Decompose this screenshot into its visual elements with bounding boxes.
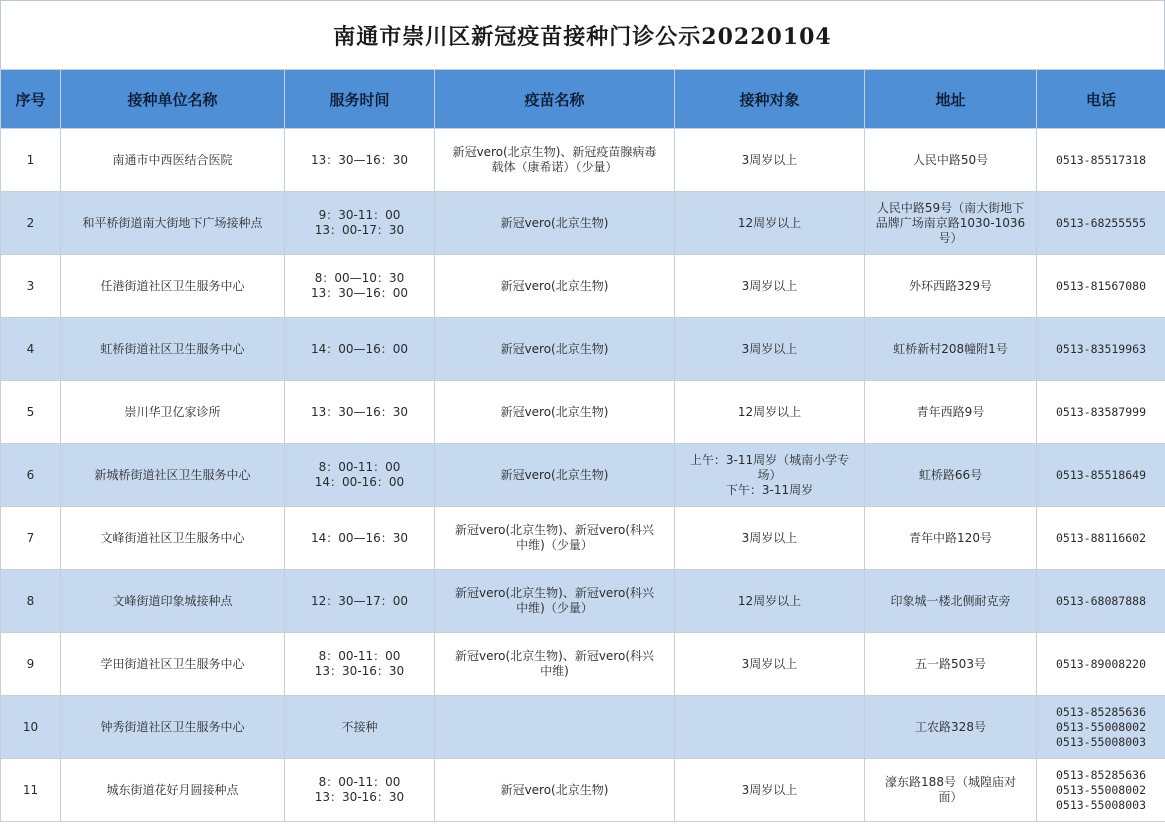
cell-phone: [1037, 129, 1165, 192]
table-row: [1, 507, 1165, 570]
cell-text: 13：30—16：30: [310, 404, 409, 419]
cell-text: 14：00—16：30: [310, 530, 409, 545]
cell-text: 人民中路59号（南大街地下 品牌广场南京路1030-1036 号）: [875, 200, 1026, 245]
table-row: [1, 633, 1165, 696]
cell-text: 9: [26, 656, 35, 671]
cell-text: 0513-83519963: [1055, 341, 1146, 356]
cell-text: 虹桥路66号: [918, 467, 983, 482]
cell-service-time: [285, 633, 435, 696]
cell-index: [1, 255, 61, 318]
cell-target-group: [675, 759, 865, 822]
cell-index: [1, 129, 61, 192]
cell-text: 14：00—16：00: [310, 341, 409, 356]
cell-text: 8：00-11：00 14：00-16：00: [314, 460, 405, 489]
cell-text: 0513-85517318: [1055, 152, 1146, 167]
cell-service-time: [285, 129, 435, 192]
cell-address: [865, 192, 1037, 255]
cell-text: 青年中路120号: [909, 530, 992, 545]
cell-text: 新冠vero(北京生物)、新冠vero(科兴 中维): [454, 649, 655, 678]
table-row: [1, 570, 1165, 633]
cell-text: 10: [22, 719, 39, 734]
cell-text: 外环西路329号: [909, 278, 992, 293]
cell-text: 0513-81567080: [1055, 278, 1146, 293]
cell-text: 虹桥新村208幢附1号: [893, 341, 1008, 356]
cell-vaccine-name: [435, 633, 675, 696]
table-row: [1, 255, 1165, 318]
cell-service-time: [285, 444, 435, 507]
cell-phone: [1037, 696, 1165, 759]
cell-text: 新冠vero(北京生物): [500, 278, 609, 293]
cell-text: 新冠vero(北京生物): [500, 341, 609, 356]
column-header-service-time: 服务时间: [285, 70, 435, 129]
cell-text: 文峰街道印象城接种点: [112, 593, 233, 608]
table-row: [1, 129, 1165, 192]
cell-index: [1, 633, 61, 696]
cell-vaccine-name: [435, 444, 675, 507]
cell-text: 新冠vero(北京生物): [500, 215, 609, 230]
cell-service-time: [285, 507, 435, 570]
cell-text: 12周岁以上: [737, 215, 802, 230]
cell-phone: [1037, 759, 1165, 822]
cell-target-group: [675, 192, 865, 255]
cell-text: 0513-85518649: [1055, 467, 1146, 482]
table-row: [1, 759, 1165, 822]
cell-phone: [1037, 318, 1165, 381]
cell-text: 崇川华卫亿家诊所: [124, 404, 221, 419]
cell-vaccine-name: [435, 696, 675, 759]
cell-text: 新冠vero(北京生物): [500, 467, 609, 482]
cell-target-group: [675, 318, 865, 381]
cell-phone: [1037, 507, 1165, 570]
cell-vaccine-name: [435, 570, 675, 633]
cell-unit-name: [61, 255, 285, 318]
cell-text: 12周岁以上: [737, 593, 802, 608]
cell-text: 上午：3-11周岁（城南小学专 场） 下午：3-11周岁: [689, 452, 850, 497]
table-row: [1, 192, 1165, 255]
cell-text: 8：00-11：00 13：30-16：30: [314, 649, 405, 678]
cell-phone: [1037, 633, 1165, 696]
cell-address: [865, 255, 1037, 318]
cell-text: 人民中路50号: [912, 152, 989, 167]
cell-text: 青年西路9号: [916, 404, 985, 419]
cell-service-time: [285, 570, 435, 633]
cell-target-group: [675, 381, 865, 444]
cell-text: 濠东路188号（城隍庙对 面）: [885, 775, 1016, 804]
cell-address: [865, 381, 1037, 444]
cell-index: [1, 192, 61, 255]
cell-text: 3: [26, 278, 35, 293]
cell-unit-name: [61, 444, 285, 507]
cell-vaccine-name: [435, 381, 675, 444]
column-header-phone: 电话: [1037, 70, 1165, 129]
title-bar: [0, 0, 1165, 69]
cell-target-group: [675, 696, 865, 759]
cell-address: [865, 318, 1037, 381]
cell-text: 1: [26, 152, 35, 167]
table-body: [1, 129, 1165, 822]
cell-text: 新冠vero(北京生物)、新冠vero(科兴 中维)（少量）: [454, 586, 655, 615]
cell-text: 城东街道花好月圆接种点: [106, 782, 239, 797]
cell-unit-name: [61, 759, 285, 822]
table-row: [1, 318, 1165, 381]
cell-vaccine-name: [435, 507, 675, 570]
cell-service-time: [285, 318, 435, 381]
cell-text: 新城桥街道社区卫生服务中心: [94, 467, 251, 482]
table-header-row: [1, 70, 1165, 129]
cell-index: [1, 381, 61, 444]
clinic-table: [0, 69, 1165, 822]
cell-text: 11: [22, 782, 39, 797]
cell-text: 2: [26, 215, 35, 230]
cell-text: 3周岁以上: [741, 656, 798, 671]
cell-text: 钟秀街道社区卫生服务中心: [100, 719, 245, 734]
cell-phone: [1037, 444, 1165, 507]
cell-index: [1, 318, 61, 381]
cell-unit-name: [61, 570, 285, 633]
cell-address: [865, 759, 1037, 822]
cell-text: 新冠vero(北京生物): [500, 782, 609, 797]
cell-phone: [1037, 381, 1165, 444]
cell-target-group: [675, 633, 865, 696]
cell-service-time: [285, 255, 435, 318]
cell-phone: [1037, 570, 1165, 633]
cell-text: 8: [26, 593, 35, 608]
cell-text: 文峰街道社区卫生服务中心: [100, 530, 245, 545]
cell-text: 和平桥街道南大街地下广场接种点: [82, 215, 263, 230]
cell-unit-name: [61, 381, 285, 444]
cell-service-time: [285, 381, 435, 444]
cell-service-time: [285, 192, 435, 255]
cell-text: 任港街道社区卫生服务中心: [100, 278, 245, 293]
cell-unit-name: [61, 318, 285, 381]
cell-text: 5: [26, 404, 35, 419]
cell-text: 6: [26, 467, 35, 482]
cell-index: [1, 444, 61, 507]
cell-text: 3周岁以上: [741, 341, 798, 356]
cell-target-group: [675, 507, 865, 570]
cell-phone: [1037, 192, 1165, 255]
cell-unit-name: [61, 192, 285, 255]
cell-text: 3周岁以上: [741, 278, 798, 293]
table-row: [1, 444, 1165, 507]
cell-text: 新冠vero(北京生物): [500, 404, 609, 419]
cell-text: 新冠vero(北京生物)、新冠疫苗腺病毒 载体（康希诺）（少量）: [452, 145, 657, 174]
cell-text: 3周岁以上: [741, 152, 798, 167]
column-header-unit-name: 接种单位名称: [61, 70, 285, 129]
cell-address: [865, 129, 1037, 192]
column-header-index: 序号: [1, 70, 61, 129]
cell-address: [865, 696, 1037, 759]
cell-text: 新冠vero(北京生物)、新冠vero(科兴 中维)（少量）: [454, 523, 655, 552]
cell-unit-name: [61, 696, 285, 759]
cell-vaccine-name: [435, 255, 675, 318]
cell-target-group: [675, 444, 865, 507]
cell-text: 不接种: [341, 719, 378, 734]
cell-target-group: [675, 570, 865, 633]
cell-target-group: [675, 129, 865, 192]
page-title: 南通市崇川区新冠疫苗接种门诊公示20220104: [333, 23, 832, 50]
table-row: [1, 381, 1165, 444]
column-header-vaccine-name: 疫苗名称: [435, 70, 675, 129]
table-row: [1, 696, 1165, 759]
cell-vaccine-name: [435, 318, 675, 381]
cell-vaccine-name: [435, 759, 675, 822]
cell-text: 12：30—17：00: [310, 593, 409, 608]
cell-text: 8：00—10：30 13：30—16：00: [310, 271, 409, 300]
cell-text: 0513-85285636 0513-55008002 0513-55008003: [1055, 767, 1146, 812]
column-header-target-group: 接种对象: [675, 70, 865, 129]
cell-unit-name: [61, 129, 285, 192]
cell-address: [865, 633, 1037, 696]
cell-text: 五一路503号: [915, 656, 986, 671]
cell-vaccine-name: [435, 192, 675, 255]
cell-text: 印象城一楼北侧耐克旁: [890, 593, 1011, 608]
cell-index: [1, 570, 61, 633]
cell-text: 虹桥街道社区卫生服务中心: [100, 341, 245, 356]
cell-address: [865, 444, 1037, 507]
cell-unit-name: [61, 633, 285, 696]
cell-text: 0513-88116602: [1055, 530, 1146, 545]
cell-text: 12周岁以上: [737, 404, 802, 419]
cell-address: [865, 570, 1037, 633]
cell-unit-name: [61, 507, 285, 570]
cell-text: 0513-68087888: [1055, 593, 1146, 608]
cell-index: [1, 759, 61, 822]
cell-text: 4: [26, 341, 35, 356]
cell-address: [865, 507, 1037, 570]
cell-text: 0513-68255555: [1055, 215, 1146, 230]
cell-text: 7: [26, 530, 35, 545]
cell-service-time: [285, 696, 435, 759]
cell-text: 3周岁以上: [741, 782, 798, 797]
cell-text: 工农路328号: [915, 719, 986, 734]
cell-text: 3周岁以上: [741, 530, 798, 545]
cell-text: 0513-89008220: [1055, 656, 1146, 671]
cell-text: 学田街道社区卫生服务中心: [100, 656, 245, 671]
cell-text: 13：30—16：30: [310, 152, 409, 167]
cell-index: [1, 696, 61, 759]
cell-text: 9：30-11：00 13：00-17：30: [314, 208, 405, 237]
cell-phone: [1037, 255, 1165, 318]
cell-index: [1, 507, 61, 570]
cell-vaccine-name: [435, 129, 675, 192]
cell-service-time: [285, 759, 435, 822]
cell-text: 0513-85285636 0513-55008002 0513-55008003: [1055, 704, 1146, 749]
cell-text: 南通市中西医结合医院: [112, 152, 233, 167]
column-header-address: 地址: [865, 70, 1037, 129]
cell-target-group: [675, 255, 865, 318]
cell-text: 8：00-11：00 13：30-16：30: [314, 775, 405, 804]
cell-text: 0513-83587999: [1055, 404, 1146, 419]
